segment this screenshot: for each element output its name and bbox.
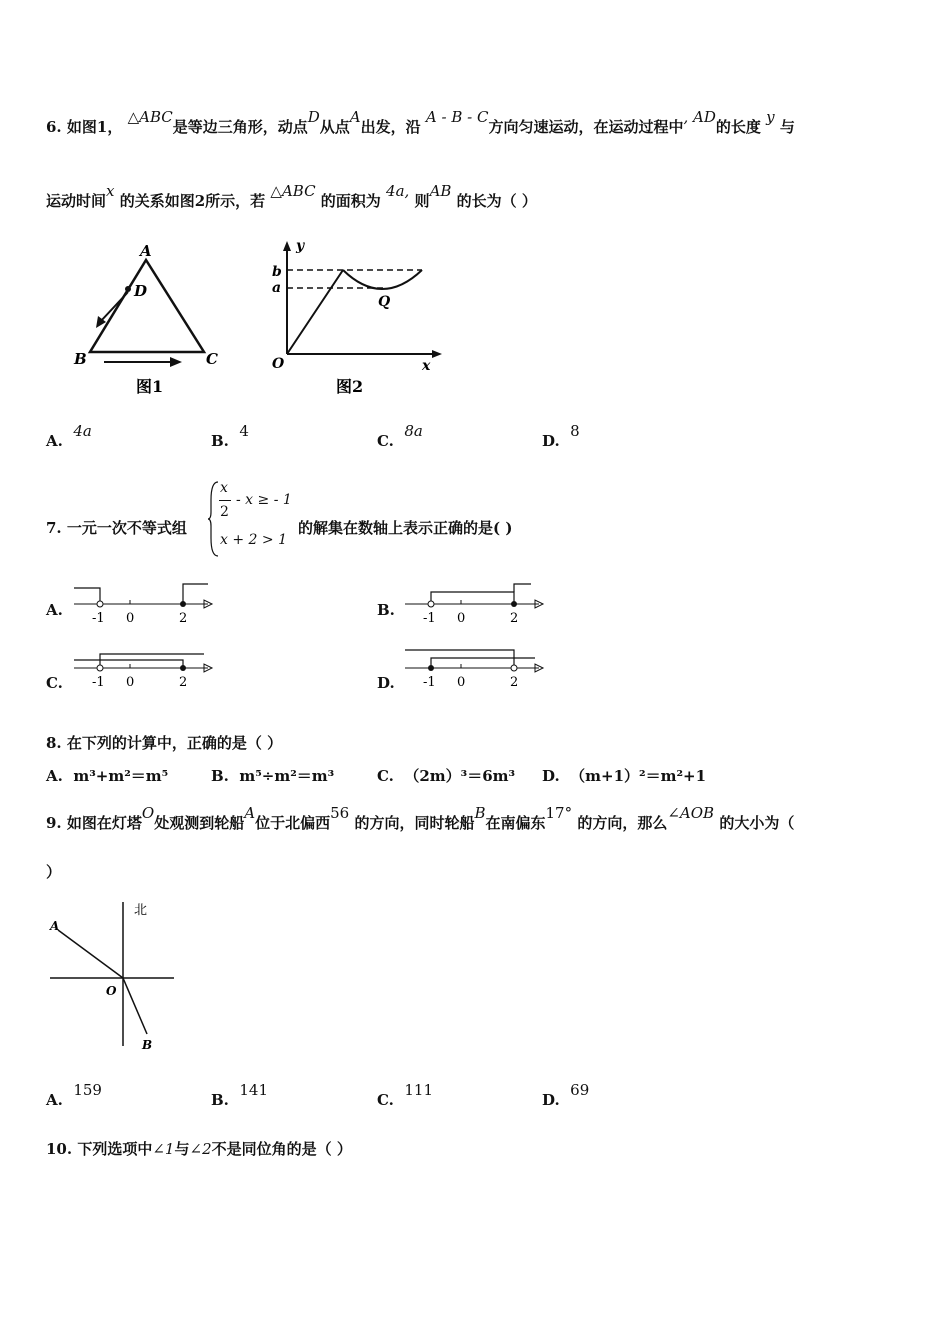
q6-figures	[60, 236, 460, 404]
q9-label-a: A	[50, 919, 60, 933]
q7-prefix: 7. 一元一次不等式组	[46, 519, 187, 537]
q9-label-o: O	[106, 984, 117, 998]
svg-text:-1: -1	[92, 675, 105, 690]
fig2-O: O	[272, 356, 285, 372]
q9-option-a[interactable]: A. 159	[46, 1081, 102, 1109]
q9-line1: 9. 如图在灯塔O处观测到轮船A位于北偏西56 的方向，同时轮船B在南偏东17° 的方向，那么∠AOB 的大小为（	[46, 804, 795, 832]
q7-numberline-c	[70, 644, 220, 692]
q8-option-d[interactable]: D. （m+1）²＝m²+1	[542, 767, 707, 785]
fig2-x: x	[422, 358, 431, 374]
fig2-y: y	[296, 238, 305, 254]
svg-text:2: 2	[510, 675, 519, 690]
svg-text:-1: -1	[92, 611, 105, 626]
q7-numberline-d	[401, 644, 551, 692]
q9-line2: ）	[46, 863, 62, 881]
q7-option-d[interactable]: D.	[377, 674, 395, 692]
q9-north-label: 北	[134, 903, 148, 918]
q7-option-c[interactable]: C.	[46, 674, 63, 692]
q6-option-d[interactable]: D. 8	[542, 422, 580, 450]
svg-text:2: 2	[510, 611, 519, 626]
q8-option-c[interactable]: C. （2m）³＝6m³	[377, 767, 516, 785]
fig1-A: A	[140, 242, 152, 260]
fig2-a: a	[272, 280, 282, 296]
q6-option-b[interactable]: B. 4	[211, 422, 249, 450]
q8-option-a[interactable]: A. m³+m²＝m⁵	[46, 767, 169, 785]
q9-label-b: B	[142, 1038, 153, 1052]
svg-text:-1: -1	[423, 675, 436, 690]
q9-figure	[44, 896, 184, 1054]
fig1-D: D	[134, 282, 148, 300]
q6-line1: 6. 如图1， △ABC是等边三角形，动点D从点A出发，沿 A - B - C方向匀速运动，在运动过程中, AD的长度 y 与	[46, 108, 795, 136]
fig2-caption: 图2	[336, 377, 364, 396]
q6-line2: 运动时间x 的关系如图2所示，若 △ABC 的面积为 4a, 则AB 的长为（ ）	[46, 182, 537, 210]
q6-option-a[interactable]: A. 4a	[46, 422, 92, 450]
svg-text:0: 0	[126, 675, 135, 690]
fig1-B: B	[74, 350, 87, 368]
q8-stem: 8. 在下列的计算中，正确的是（ ）	[46, 734, 283, 752]
q9-option-b[interactable]: B. 141	[211, 1081, 268, 1109]
svg-text:2: 2	[179, 675, 188, 690]
fig2-Q: Q	[378, 294, 391, 310]
q7-suffix: 的解集在数轴上表示正确的是( )	[298, 519, 513, 537]
q7-frac-den: 2	[220, 504, 229, 520]
q9-option-c[interactable]: C. 111	[377, 1081, 433, 1109]
svg-text:0: 0	[126, 611, 135, 626]
q9-option-d[interactable]: D. 69	[542, 1081, 590, 1109]
q8-option-b[interactable]: B. m⁵÷m²＝m³	[211, 767, 335, 785]
q7-frac-num: x	[220, 480, 228, 496]
svg-text:0: 0	[457, 611, 466, 626]
q7-numberline-a	[70, 580, 220, 628]
q7-system	[208, 478, 298, 558]
q7-option-b[interactable]: B.	[377, 601, 395, 619]
q7-option-a[interactable]: A.	[46, 601, 63, 619]
fig2-b: b	[272, 264, 282, 280]
svg-text:2: 2	[179, 611, 188, 626]
figure-1	[73, 242, 218, 396]
fig1-caption: 图1	[136, 377, 164, 396]
q7-ineq2: x + 2 > 1	[220, 532, 287, 548]
q7-ineq1: - x ≥ - 1	[236, 492, 292, 508]
q7-numberline-b	[401, 580, 551, 628]
q10-stem: 10. 下列选项中∠1与∠2不是同位角的是（ ）	[46, 1140, 352, 1158]
figure-2	[272, 238, 442, 396]
svg-text:0: 0	[457, 675, 466, 690]
q6-option-c[interactable]: C. 8a	[377, 422, 423, 450]
fig1-C: C	[206, 350, 218, 368]
svg-text:-1: -1	[423, 611, 436, 626]
